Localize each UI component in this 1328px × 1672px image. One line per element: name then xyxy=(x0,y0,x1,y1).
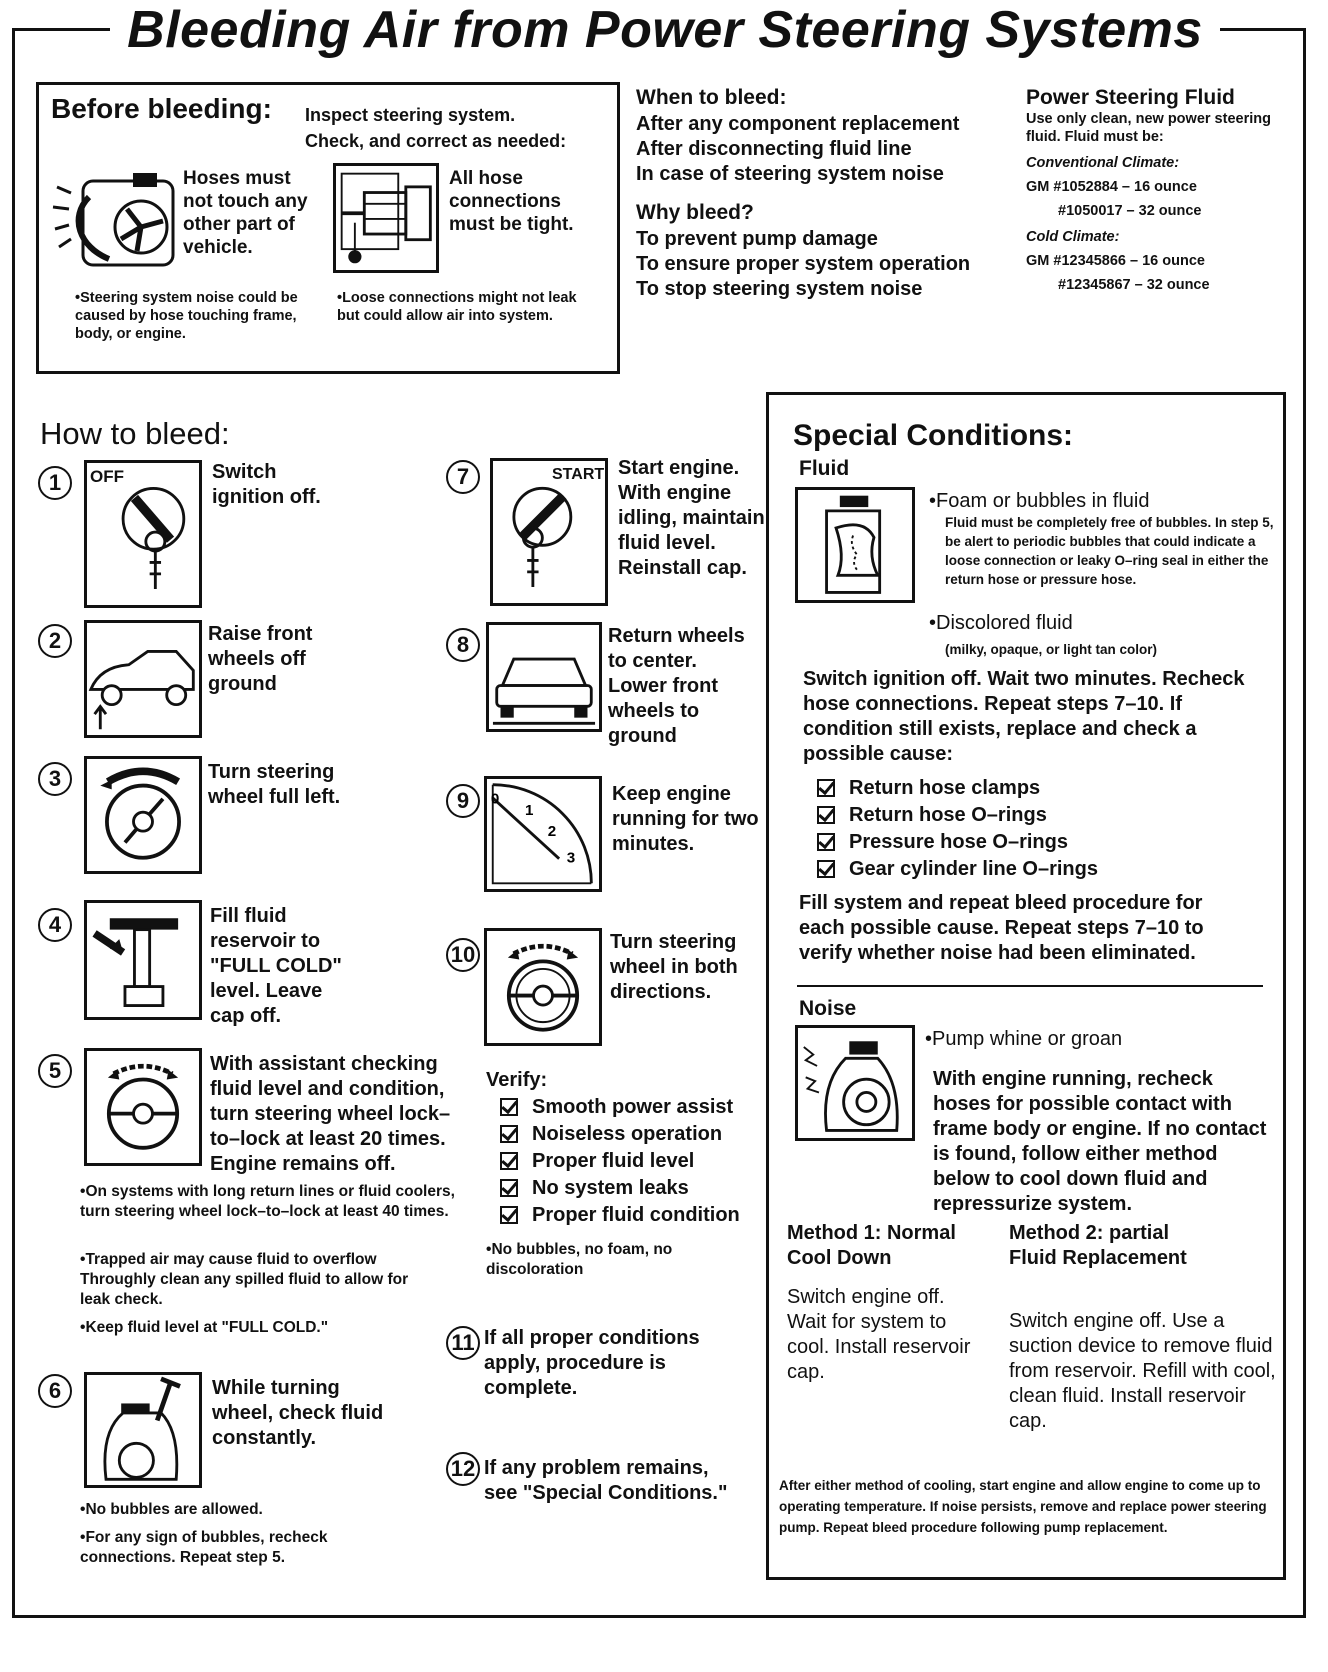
steering-wheel-both-icon xyxy=(87,1051,199,1163)
steering-left-illustration xyxy=(84,756,202,874)
verify-heading: Verify: xyxy=(486,1069,548,1091)
fluid-heading: Fluid xyxy=(799,457,850,480)
check-fluid-illustration xyxy=(84,1372,202,1488)
page-title: Bleeding Air from Power Steering Systems xyxy=(120,0,1210,60)
when-item: After any component replacement xyxy=(636,113,960,135)
step-text: If any problem remains, see "Special Conditions." xyxy=(484,1457,728,1504)
fluid-reservoir-illustration xyxy=(795,487,915,603)
verify-item: Proper fluid condition xyxy=(500,1202,740,1229)
step-text: If all proper conditions apply, procedure is complete. xyxy=(484,1327,700,1399)
verify-item: No system leaks xyxy=(500,1175,740,1202)
step-text: With assistant checking fluid level and condition, turn steering wheel lock–to–lock at least 20 times. Engine remains off. xyxy=(210,1053,451,1175)
step-number: 8 xyxy=(446,628,480,662)
cause-item: Pressure hose O–rings xyxy=(817,829,1098,856)
step-text: Start engine. With engine idling, maintain fluid level. Reinstall cap. xyxy=(618,457,765,579)
cold-label: Cold Climate: xyxy=(1026,229,1120,245)
conventional-part-1: GM #1052884 – 16 ounce xyxy=(1026,179,1197,195)
step5-note: • Trapped air may cause fluid to overflow Throughly clean any spilled fluid to allow for leak check. xyxy=(80,1250,430,1310)
why-heading: Why bleed? xyxy=(636,201,754,224)
how-heading: How to bleed: xyxy=(40,416,230,451)
step-text: Return wheels to center. Lower front wheels to ground xyxy=(608,625,745,747)
hoses-illustration xyxy=(49,167,189,275)
cold-part-1: GM #12345866 – 16 ounce xyxy=(1026,253,1205,269)
turn-both-illustration xyxy=(484,928,602,1046)
connections-note: • Loose connections might not leak but could allow air into system. xyxy=(337,289,589,325)
discolored-title: • Discolored fluid xyxy=(929,611,1073,636)
gauge-tick: 3 xyxy=(566,849,576,867)
method2-text: Switch engine off. Use a suction device to remove fluid from reservoir. Refill with cool, clean fluid. Install reservoir cap. xyxy=(1009,1310,1276,1432)
steering-wheel-icon xyxy=(87,759,199,871)
checked-box-icon xyxy=(817,833,835,851)
step-text: Raise front wheels off ground xyxy=(208,623,313,695)
special-conditions-box xyxy=(766,392,1286,1580)
steering-wheel-both-icon xyxy=(487,931,599,1043)
verify-item: Noiseless operation xyxy=(500,1121,740,1148)
when-heading: When to bleed: xyxy=(636,86,787,109)
when-item: After disconnecting fluid line xyxy=(636,138,912,160)
pump-text: With engine running, recheck hoses for possible contact with frame body or engine. If no contact is found, follow either method below to cool down fluid and repressurize system. xyxy=(933,1068,1267,1215)
recheck-text: Switch ignition off. Wait two minutes. Recheck hose connections. Repeat steps 7–10. If condition still exists, replace and check a possible cause: xyxy=(803,668,1245,765)
engine-hose-icon xyxy=(49,167,189,275)
why-item: To prevent pump damage xyxy=(636,228,878,250)
before-heading: Before bleeding: xyxy=(51,93,272,124)
step-text: Fill fluid reservoir to "FULL COLD" level. Leave cap off. xyxy=(210,905,342,1027)
connections-text: All hose connections must be tight. xyxy=(449,168,574,235)
step-number: 5 xyxy=(38,1054,72,1088)
hose-fitting-icon xyxy=(336,166,436,270)
verify-item: Smooth power assist xyxy=(500,1094,740,1121)
step-number: 7 xyxy=(446,460,480,494)
timer-gauge-icon xyxy=(487,779,599,889)
final-note: After either method of cooling, start engine and allow engine to come up to operating temperature. If noise persists, remove and replace power steering pump. Repeat bleed procedure following pump replacement. xyxy=(779,1478,1267,1535)
verify-note: • No bubbles, no foam, no discoloration xyxy=(486,1240,706,1280)
foam-text: Fluid must be completely free of bubbles. In step 5, be alert to periodic bubbles that could indicate a loose connection or leaky O–ring seal in either the return hose or pressure hose. xyxy=(945,515,1274,587)
conventional-part-2: #1050017 – 32 ounce xyxy=(1058,203,1202,219)
gauge-tick: 0 xyxy=(490,790,500,808)
step5-note: • Keep fluid level at "FULL COLD." xyxy=(80,1318,420,1338)
checked-box-icon xyxy=(817,860,835,878)
step-number: 10 xyxy=(446,938,480,972)
step6-note: • For any sign of bubbles, recheck connections. Repeat step 5. xyxy=(80,1528,380,1568)
car-on-jack-icon xyxy=(87,623,199,735)
checked-box-icon xyxy=(500,1098,518,1116)
connections-illustration xyxy=(333,163,439,273)
hoses-note: • Steering system noise could be caused by hose touching frame, body, or engine. xyxy=(75,289,315,343)
step-number: 2 xyxy=(38,624,72,658)
step-number: 6 xyxy=(38,1374,72,1408)
conventional-label: Conventional Climate: xyxy=(1026,155,1180,171)
method2-title: Method 2: partial Fluid Replacement xyxy=(1009,1222,1187,1269)
noise-heading: Noise xyxy=(799,997,857,1020)
method1-title: Method 1: Normal Cool Down xyxy=(787,1222,956,1269)
step-text: Turn steering wheel full left. xyxy=(208,761,341,808)
step5-note: • On systems with long return lines or fluid coolers, turn steering wheel lock–to–lock at least 40 times. xyxy=(80,1182,464,1222)
cause-item: Return hose clamps xyxy=(817,775,1098,802)
divider xyxy=(797,985,1263,987)
car-front-icon xyxy=(489,625,599,729)
lock-to-lock-illustration xyxy=(84,1048,202,1166)
raise-wheels-illustration xyxy=(84,620,202,738)
lower-wheels-illustration xyxy=(486,622,602,732)
why-item: To stop steering system noise xyxy=(636,278,923,300)
checked-box-icon xyxy=(817,779,835,797)
noisy-pump-icon xyxy=(798,1028,912,1138)
step-text: While turning wheel, check fluid constantly. xyxy=(212,1377,384,1449)
checked-box-icon xyxy=(500,1206,518,1224)
pump-illustration xyxy=(795,1025,915,1141)
pump-reservoir-icon xyxy=(87,1375,199,1485)
step-text: Turn steering wheel in both directions. xyxy=(610,931,738,1003)
checked-box-icon xyxy=(500,1179,518,1197)
checked-box-icon xyxy=(817,806,835,824)
verify-item: Proper fluid level xyxy=(500,1148,740,1175)
when-item: In case of steering system noise xyxy=(636,163,944,185)
fill-reservoir-illustration xyxy=(84,900,202,1020)
foam-title: • Foam or bubbles in fluid xyxy=(929,489,1149,514)
when-to-bleed xyxy=(636,86,1016,302)
special-heading: Special Conditions: xyxy=(793,419,1074,452)
before-intro-2: Check, and correct as needed: xyxy=(305,131,567,151)
fluid-spec-heading: Power Steering Fluid xyxy=(1026,86,1235,109)
checked-box-icon xyxy=(500,1125,518,1143)
fluid-spec xyxy=(1026,86,1296,294)
cause-item: Return hose O–rings xyxy=(817,802,1098,829)
cold-part-2: #12345867 – 32 ounce xyxy=(1058,277,1210,293)
step-text: Switch ignition off. xyxy=(212,461,321,508)
cause-list xyxy=(817,775,1098,883)
why-item: To ensure proper system operation xyxy=(636,253,971,275)
step-number: 4 xyxy=(38,908,72,942)
verify-list xyxy=(500,1094,740,1229)
discolored-text: (milky, opaque, or light tan color) xyxy=(945,642,1158,657)
fluid-spec-intro: Use only clean, new power steering fluid. Fluid must be: xyxy=(1026,111,1271,145)
cause-item: Gear cylinder line O–rings xyxy=(817,856,1098,883)
reservoir-dipstick-icon xyxy=(87,903,199,1017)
before-intro-1: Inspect steering system. xyxy=(305,105,516,125)
step6-note: • No bubbles are allowed. xyxy=(80,1500,380,1520)
step-number: 11 xyxy=(446,1326,480,1360)
checked-box-icon xyxy=(500,1152,518,1170)
reservoir-bubbles-icon xyxy=(798,490,912,600)
before-bleeding-box xyxy=(36,82,620,374)
step-number: 3 xyxy=(38,762,72,796)
pump-title: • Pump whine or groan xyxy=(925,1027,1122,1052)
step-number: 1 xyxy=(38,466,72,500)
fill-text: Fill system and repeat bleed procedure for each possible cause. Repeat steps 7–10 to verify whether noise had been eliminated. xyxy=(799,892,1204,964)
step-number: 12 xyxy=(446,1452,480,1486)
gauge-tick: 2 xyxy=(547,822,557,840)
gauge-tick: 1 xyxy=(524,802,534,820)
hoses-text: Hoses must not touch any other part of vehicle. xyxy=(183,168,308,258)
method1-text: Switch engine off. Wait for system to cool. Install reservoir cap. xyxy=(787,1286,971,1383)
ignition-start-label: START xyxy=(552,466,605,483)
ignition-off-label: OFF xyxy=(90,467,124,486)
two-minutes-illustration xyxy=(484,776,602,892)
step-text: Keep engine running for two minutes. xyxy=(612,783,759,855)
step-number: 9 xyxy=(446,784,480,818)
